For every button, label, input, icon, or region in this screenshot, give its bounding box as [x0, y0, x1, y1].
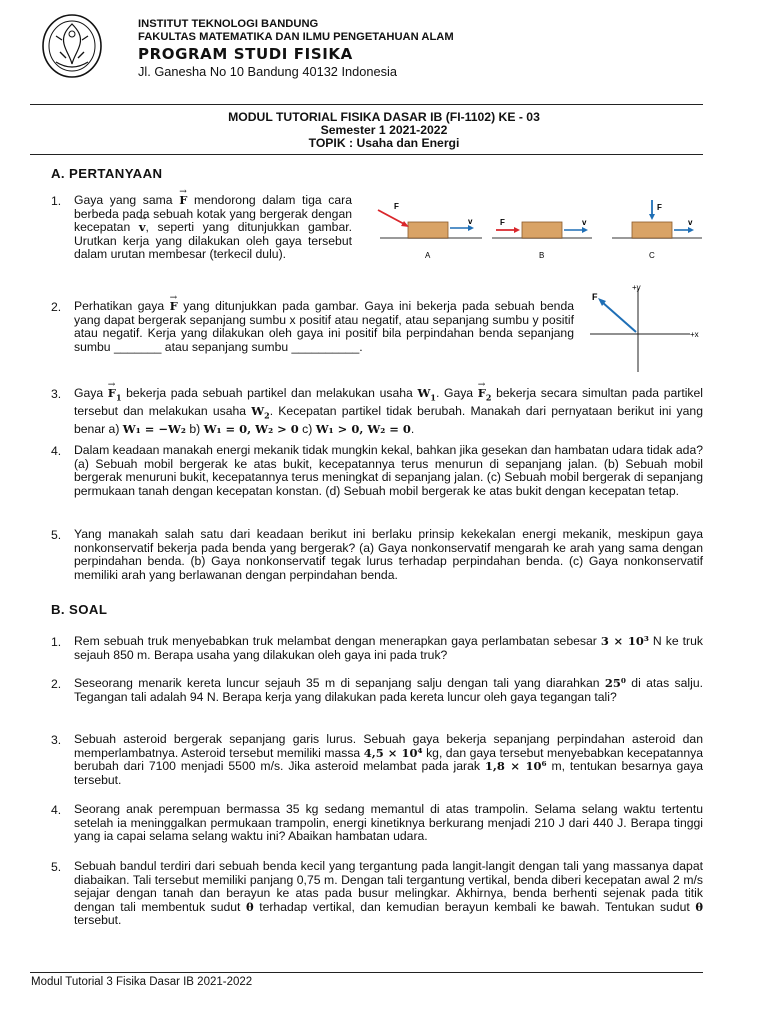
s2-text: Seseorang menarik kereta luncur sejauh 35 m di sepanjang salju dengan tali yang diarahkan 25⁰ di atas salju. Tegangan tali adalah 94 N. Berapa kerja yang dilakukan pada kereta luncur oleh gaya tegangan tali? [74, 676, 703, 704]
q1-text: Gaya yang sama → F mendorong dalam tiga cara berbeda pada sebuah kotak yang bergerak dengan kecepatan → v, seperti yang ditunjukkan gambar. Urutkan kerja yang dilakukan oleh gaya tersebut dalam urutan membesar (terkecil dulu). [74, 194, 352, 262]
s3-text: Sebuah asteroid bergerak sepanjang garis lurus. Sebuah gaya bekerja sepanjang perpindahan asteroid dan memperlambatnya. Asteroid tersebut memiliki massa 4,5 × 10⁴ kg, dan gaya tersebut menyebabkan kecepatannya berubah dari 7100 menjadi 5500 m/s. Jika asteroid melambat pada jarak 1,8 × 10⁶ m, tentukan besarnya gaya tersebut. [74, 732, 703, 787]
option-a-equation: W₁ = −W₂ [122, 422, 186, 437]
header-divider [30, 104, 703, 105]
q1-number: 1. [51, 194, 62, 208]
s3-number: 3. [51, 733, 62, 747]
q5-number: 5. [51, 528, 62, 542]
fig-b-force-label: F [500, 218, 505, 227]
q2-axes-figure [586, 282, 706, 374]
q4-text: Dalam keadaan manakah energi mekanik tidak mungkin kekal, bahkan jika gesekan dan hambatan udara tidak ada? (a) Sebuah mobil bergerak ke atas bukit, kecepatannya terus menurun di sepanjang jalan. (b) Sebuah mobil bergerak menuruni bukit, kecepatannya terus meningkat di sepanjang jalan. (c) Sebuah mobil bergerak di sepanjang permukaan tanah dengan kecepatan konstan. (d) Sebuah mobil bergerak ke atas bukit dengan kecepatan tetap. [74, 443, 703, 498]
title-divider [30, 154, 703, 155]
fig-b-label: B [539, 251, 545, 260]
velocity-vector: → v [139, 221, 146, 235]
q1-fig-b [492, 218, 592, 260]
force-1: → F [108, 387, 116, 401]
address: Jl. Ganesha No 10 Bandung 40132 Indonesia [138, 64, 397, 79]
q2-number: 2. [51, 300, 62, 314]
s1-number: 1. [51, 635, 62, 649]
q2-x-axis-label: +x [690, 330, 699, 339]
fig-a-velocity-label: v [468, 217, 473, 226]
s2-number: 2. [51, 677, 62, 691]
footer-text: Modul Tutorial 3 Fisika Dasar IB 2021-2022 [31, 976, 253, 988]
fig-a-label: A [425, 251, 431, 260]
footer-divider [30, 972, 703, 973]
option-b-equation: W₁ = 0, W₂ > 0 [203, 422, 299, 437]
q5-text: Yang manakah salah satu dari keadaan berikut ini berlaku prinsip kekekalan energi mekanik, meskipun gaya nonkonservatif bekerja pada benda yang bergerak? (a) Gaya nonkonservatif mengarah ke arah yang sama dengan perpindahan benda. (b) Gaya nonkonservatif tegak lurus terhadap perpindahan benda. (c) Gaya nonkonservatif memiliki arah yang berlawanan dengan perpindahan benda. [74, 527, 703, 582]
fig-c-velocity-label: v [688, 218, 693, 227]
module-title: MODUL TUTORIAL FISIKA DASAR IB (FI-1102) KE - 03 [228, 110, 540, 124]
fig-b-velocity-label: v [582, 218, 587, 227]
q1-fig-a [378, 202, 482, 260]
q3-number: 3. [51, 387, 62, 401]
s5-number: 5. [51, 860, 62, 874]
section-a-heading: A. PERTANYAAN [51, 166, 163, 181]
force-vector: → F [179, 194, 187, 208]
force-2: → F [478, 387, 486, 401]
q1-figure [362, 196, 707, 262]
section-b-heading: B. SOAL [51, 602, 108, 617]
fig-c-force-label: F [657, 203, 662, 212]
institute-name: INSTITUT TEKNOLOGI BANDUNG [138, 18, 319, 30]
s5-text: Sebuah bandul terdiri dari sebuah benda kecil yang tergantung pada langit-langit dengan tali yang massanya dapat diabaikan. Tali tersebut memiliki panjang 0,75 m. Dengan tali tergantung vertikal, benda diberi kecepatan awal 2 m/s sejajar dengan tanah dan berayun ke atas pada busur melingkar. Akhirnya, benda berhenti sejenak pada titik dengan tali membentuk sudut θ terhadap vertikal, dan kemudian berayun kembali ke bawah. Tentukan sudut θ tersebut. [74, 859, 703, 928]
q3-text: Gaya → $F_1$ bekerja pada sebuah partikel dan melakukan usaha $W_1$. Gaya → $F_2$ bekerja secara simultan pada partikel tersebut dan melakukan usaha $W_2$. Kecepatan partikel tidak berubah. Manakah dari pernyataan berikut ini yang benar a) W₁ = −W₂ b) W₁ = 0, W₂ > 0 c) W₁ > 0, W₂ = 0. [74, 387, 703, 437]
q2-text: Perhatikan gaya → F yang ditunjukkan pada gambar. Gaya ini bekerja pada sebuah benda yang dapat bergerak sepanjang sumbu x positif atau negatif, atau sepanjang sumbu y positif atau negatif. Kerja yang dilakukan oleh gaya ini positif bila perpindahan benda sepanjang sumbu _______ atau sepanjang sumbu __________. [74, 300, 574, 354]
q2-y-axis-label: +y [632, 283, 641, 292]
q2-force-label: F [592, 292, 598, 302]
program-name: PROGRAM STUDI FISIKA [138, 45, 353, 63]
faculty-name: FAKULTAS MATEMATIKA DAN ILMU PENGETAHUAN ALAM [138, 31, 454, 43]
q1-fig-c [612, 200, 702, 260]
force-vector: → F [170, 300, 178, 314]
topic: TOPIK : Usaha dan Energi [308, 136, 460, 150]
itb-logo [40, 12, 104, 80]
option-c-equation: W₁ > 0, W₂ = 0 [315, 422, 411, 437]
s1-text: Rem sebuah truk menyebabkan truk melambat dengan menerapkan gaya perlambatan sebesar 3 × 10³ N ke truk sejauh 850 m. Berapa usaha yang dilakukan oleh gaya ini pada truk? [74, 634, 703, 662]
fig-c-label: C [649, 251, 655, 260]
s4-number: 4. [51, 803, 62, 817]
semester: Semester 1 2021-2022 [320, 123, 448, 137]
fig-a-force-label: F [394, 202, 399, 211]
q4-number: 4. [51, 444, 62, 458]
s4-text: Seorang anak perempuan bermassa 35 kg sedang memantul di atas trampolin. Selama selang waktu tertentu setelah ia meninggalkan permukaan trampolin, energi kinetiknya berkurang menjadi 210 J dari 440 J. Berapa tinggi yang ia capai selama selang waktu ini? Abaikan hambatan udara. [74, 802, 703, 844]
